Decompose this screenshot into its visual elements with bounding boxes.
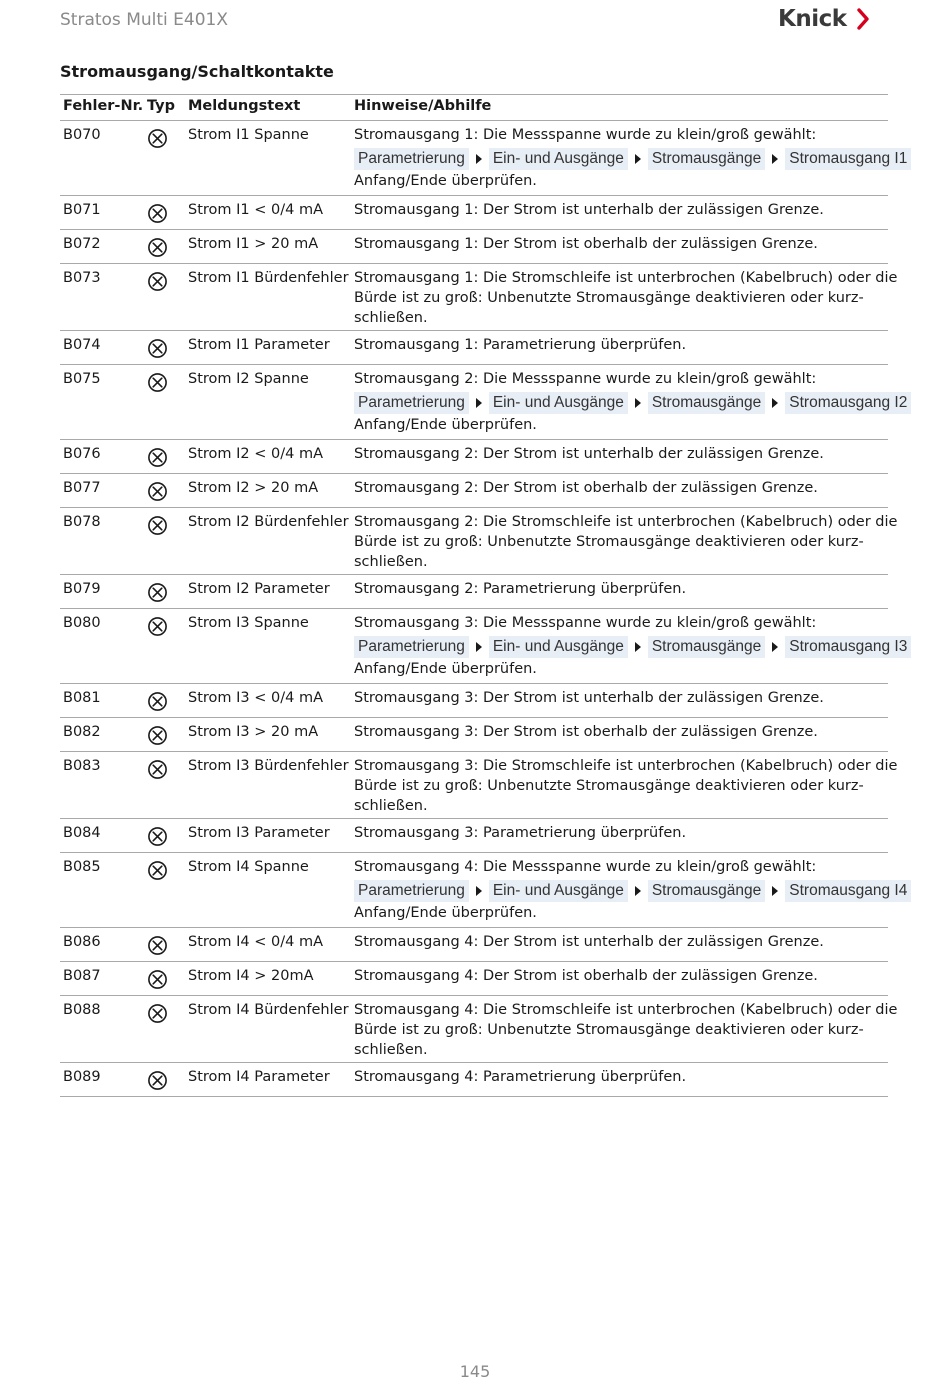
table-row (60, 718, 888, 752)
remedy-cell (354, 512, 914, 572)
remedy-text: Stromausgang 1: Der Strom ist unterhalb der zulässigen Grenze. (354, 202, 824, 218)
menu-path-item: Parametrierung (354, 392, 469, 414)
table-body (60, 121, 908, 1097)
remedy-text: Stromausgang 3: Die Messspanne wurde zu klein/groß gewählt: (354, 615, 817, 631)
table-row (60, 928, 888, 962)
triangle-right-icon (476, 398, 482, 408)
error-code: B082 (63, 724, 101, 740)
message-text: Strom I3 Parameter (188, 825, 330, 841)
remedy-text: Stromausgang 4: Der Strom ist oberhalb der zulässigen Grenze. (354, 968, 818, 984)
error-code: B088 (63, 1002, 101, 1018)
remedy-text: Stromausgang 4: Der Strom ist unterhalb der zulässigen Grenze. (354, 934, 824, 950)
table-row (60, 752, 898, 819)
menu-path (354, 879, 914, 903)
remedy-text: Stromausgang 3: Die Stromschleife ist unterbrochen (Kabelbruch) oder die Bürde ist zu groß: Unbenutzte Stromausgänge deaktivieren oder kurz-schließen. (354, 758, 898, 814)
error-code: B074 (63, 337, 101, 353)
menu-path-item: Ein- und Ausgänge (489, 880, 628, 902)
remedy-text: Stromausgang 1: Der Strom ist oberhalb der zulässigen Grenze. (354, 236, 818, 252)
message-text: Strom I2 < 0/4 mA (188, 446, 323, 462)
remedy-cell (354, 125, 914, 191)
triangle-right-icon (476, 642, 482, 652)
error-code: B070 (63, 127, 101, 143)
failure-icon (147, 616, 168, 643)
error-code: B076 (63, 446, 101, 462)
failure-icon (147, 860, 168, 887)
menu-path-item: Stromausgang I4 (785, 880, 911, 902)
table-row (60, 474, 888, 508)
remedy-cell (354, 234, 914, 254)
remedy-cell (354, 268, 914, 328)
table-row (60, 365, 908, 440)
failure-icon (147, 271, 168, 298)
error-code: B080 (63, 615, 101, 631)
remedy-cell (354, 823, 914, 843)
menu-path-item: Stromausgänge (648, 880, 765, 902)
message-text: Strom I4 Spanne (188, 859, 309, 875)
triangle-right-icon (772, 642, 778, 652)
table-row (60, 575, 888, 609)
failure-icon (147, 969, 168, 996)
error-code: B085 (63, 859, 101, 875)
menu-path-item: Stromausgänge (648, 148, 765, 170)
menu-path-item: Stromausgänge (648, 636, 765, 658)
triangle-right-icon (476, 154, 482, 164)
remedy-text: Stromausgang 1: Die Messspanne wurde zu klein/groß gewählt: (354, 127, 817, 143)
menu-path-item: Parametrierung (354, 880, 469, 902)
menu-path-item: Stromausgang I1 (785, 148, 911, 170)
error-table (60, 94, 908, 1097)
failure-icon (147, 447, 168, 474)
remedy-text: Stromausgang 3: Parametrierung überprüfen. (354, 825, 687, 841)
error-code: B073 (63, 270, 101, 286)
message-text: Strom I2 Bürdenfehler (188, 514, 349, 530)
table-row (60, 996, 898, 1063)
error-code: B086 (63, 934, 101, 950)
column-header-message: Meldungstext (188, 98, 301, 114)
remedy-cell (354, 579, 914, 599)
failure-icon (147, 725, 168, 752)
failure-icon (147, 515, 168, 542)
message-text: Strom I1 Parameter (188, 337, 330, 353)
menu-path-item: Ein- und Ausgänge (489, 636, 628, 658)
triangle-right-icon (476, 886, 482, 896)
menu-path-item: Stromausgänge (648, 392, 765, 414)
triangle-right-icon (635, 886, 641, 896)
remedy-cell (354, 613, 914, 679)
remedy-cell (354, 335, 914, 355)
table-row (60, 609, 908, 684)
table-header (60, 95, 888, 121)
triangle-right-icon (635, 154, 641, 164)
message-text: Strom I3 < 0/4 mA (188, 690, 323, 706)
message-text: Strom I3 > 20 mA (188, 724, 319, 740)
remedy-text: Stromausgang 1: Die Stromschleife ist unterbrochen (Kabelbruch) oder die Bürde ist zu groß: Unbenutzte Stromausgänge deaktivieren oder kurz-schließen. (354, 270, 898, 326)
remedy-cell (354, 369, 914, 435)
message-text: Strom I1 < 0/4 mA (188, 202, 323, 218)
message-text: Strom I3 Bürdenfehler (188, 758, 349, 774)
remedy-text: Stromausgang 2: Der Strom ist oberhalb der zulässigen Grenze. (354, 480, 818, 496)
message-text: Strom I4 > 20mA (188, 968, 314, 984)
remedy-text: Stromausgang 4: Die Stromschleife ist unterbrochen (Kabelbruch) oder die Bürde ist zu groß: Unbenutzte Stromausgänge deaktivieren oder kurz-schließen. (354, 1002, 898, 1058)
remedy-cell (354, 1000, 914, 1060)
remedy-text: Stromausgang 4: Die Messspanne wurde zu klein/groß gewählt: (354, 859, 817, 875)
message-text: Strom I2 Spanne (188, 371, 309, 387)
table-row (60, 196, 888, 230)
chevron-right-icon (856, 8, 870, 30)
table-row (60, 508, 898, 575)
message-text: Strom I1 > 20 mA (188, 236, 319, 252)
brand-logo (778, 4, 870, 34)
failure-icon (147, 1003, 168, 1030)
error-code: B071 (63, 202, 101, 218)
column-header-code: Fehler-Nr. (63, 98, 144, 114)
remedy-text: Stromausgang 2: Die Stromschleife ist unterbrochen (Kabelbruch) oder die Bürde ist zu groß: Unbenutzte Stromausgänge deaktivieren oder kurz-schließen. (354, 514, 898, 570)
menu-path-item: Parametrierung (354, 636, 469, 658)
remedy-text: Stromausgang 1: Parametrierung überprüfen. (354, 337, 687, 353)
remedy-followup-text: Anfang/Ende überprüfen. (354, 661, 537, 677)
failure-icon (147, 203, 168, 230)
remedy-text: Stromausgang 3: Der Strom ist unterhalb der zulässigen Grenze. (354, 690, 824, 706)
failure-icon (147, 338, 168, 365)
remedy-cell (354, 688, 914, 708)
triangle-right-icon (772, 154, 778, 164)
message-text: Strom I4 Parameter (188, 1069, 330, 1085)
remedy-text: Stromausgang 2: Der Strom ist unterhalb der zulässigen Grenze. (354, 446, 824, 462)
table-row (60, 440, 888, 474)
table-row (60, 962, 888, 996)
remedy-cell (354, 444, 914, 464)
triangle-right-icon (635, 642, 641, 652)
table-row (60, 684, 888, 718)
remedy-cell (354, 966, 914, 986)
message-text: Strom I3 Spanne (188, 615, 309, 631)
triangle-right-icon (635, 398, 641, 408)
failure-icon (147, 1070, 168, 1097)
table-row (60, 264, 898, 331)
failure-icon (147, 935, 168, 962)
error-code: B083 (63, 758, 101, 774)
document-title: Stratos Multi E401X (60, 10, 228, 30)
page-number: 145 (459, 1362, 491, 1381)
remedy-cell (354, 756, 914, 816)
remedy-followup-text: Anfang/Ende überprüfen. (354, 417, 537, 433)
failure-icon (147, 372, 168, 399)
error-code: B079 (63, 581, 101, 597)
remedy-text: Stromausgang 2: Die Messspanne wurde zu klein/groß gewählt: (354, 371, 817, 387)
error-code: B075 (63, 371, 101, 387)
menu-path (354, 391, 914, 415)
table-row (60, 853, 908, 928)
failure-icon (147, 237, 168, 264)
error-code: B081 (63, 690, 101, 706)
error-code: B084 (63, 825, 101, 841)
menu-path (354, 635, 914, 659)
remedy-text: Stromausgang 4: Parametrierung überprüfen. (354, 1069, 687, 1085)
remedy-followup-text: Anfang/Ende überprüfen. (354, 905, 537, 921)
message-text: Strom I4 Bürdenfehler (188, 1002, 349, 1018)
column-header-type: Typ (147, 98, 176, 114)
message-text: Strom I1 Spanne (188, 127, 309, 143)
failure-icon (147, 481, 168, 508)
failure-icon (147, 128, 168, 155)
column-header-hint: Hinweise/Abhilfe (354, 98, 492, 114)
menu-path-item: Parametrierung (354, 148, 469, 170)
triangle-right-icon (772, 886, 778, 896)
remedy-text: Stromausgang 3: Der Strom ist oberhalb der zulässigen Grenze. (354, 724, 818, 740)
remedy-cell (354, 200, 914, 220)
remedy-cell (354, 932, 914, 952)
error-code: B072 (63, 236, 101, 252)
failure-icon (147, 691, 168, 718)
menu-path-item: Stromausgang I2 (785, 392, 911, 414)
error-code: B087 (63, 968, 101, 984)
failure-icon (147, 759, 168, 786)
remedy-followup-text: Anfang/Ende überprüfen. (354, 173, 537, 189)
remedy-cell (354, 1067, 914, 1087)
failure-icon (147, 582, 168, 609)
remedy-text: Stromausgang 2: Parametrierung überprüfen. (354, 581, 687, 597)
error-code: B078 (63, 514, 101, 530)
message-text: Strom I1 Bürdenfehler (188, 270, 349, 286)
section-title: Stromausgang/Schaltkontakte (60, 62, 334, 81)
menu-path-item: Stromausgang I3 (785, 636, 911, 658)
table-row (60, 230, 888, 264)
remedy-cell (354, 722, 914, 742)
message-text: Strom I4 < 0/4 mA (188, 934, 323, 950)
failure-icon (147, 826, 168, 853)
remedy-cell (354, 478, 914, 498)
brand-name: Knick (778, 6, 847, 32)
message-text: Strom I2 > 20 mA (188, 480, 319, 496)
menu-path (354, 147, 914, 171)
triangle-right-icon (772, 398, 778, 408)
table-row (60, 819, 888, 853)
menu-path-item: Ein- und Ausgänge (489, 148, 628, 170)
menu-path-item: Ein- und Ausgänge (489, 392, 628, 414)
table-row (60, 1063, 888, 1097)
message-text: Strom I2 Parameter (188, 581, 330, 597)
table-row (60, 121, 908, 196)
remedy-cell (354, 857, 914, 923)
error-code: B089 (63, 1069, 101, 1085)
error-code: B077 (63, 480, 101, 496)
table-row (60, 331, 888, 365)
